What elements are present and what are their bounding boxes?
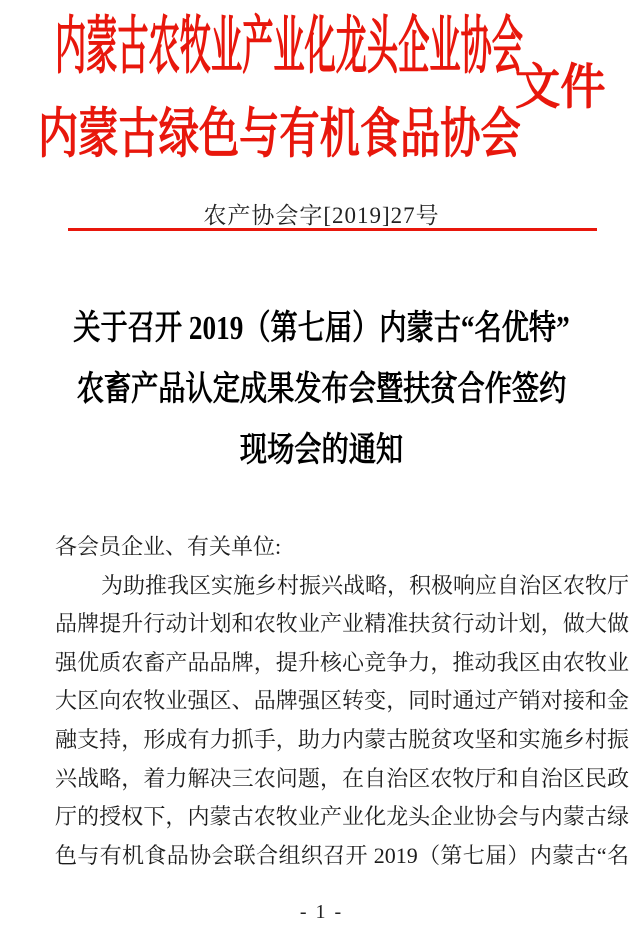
title-line-2: 农畜产品认定成果发布会暨扶贫合作签约 (76, 371, 567, 408)
title-line-1: 关于召开 2019（第七届）内蒙古“名优特” (73, 310, 570, 347)
file-label: 文件 (515, 61, 606, 115)
red-separator-line (68, 228, 597, 231)
salutation-line: 各会员企业、有关单位: (55, 534, 282, 559)
body-line: 大区向农牧业强区、品牌强区转变，同时通过产销对接和金 (55, 688, 629, 714)
body-line: 强优质农畜产品品牌，提升核心竞争力，推动我区由农牧业 (55, 649, 629, 675)
body-line: 为助推我区实施乡村振兴战略，积极响应自治区农牧厅 (101, 572, 630, 598)
body-line: 厅的授权下，内蒙古农牧业产业化龙头企业协会与内蒙古绿 (55, 804, 629, 830)
body-line: 品牌提升行动计划和农牧业产业精准扶贫行动计划，做大做 (55, 611, 629, 637)
org-name-line-2: 内蒙古绿色与有机食品协会 (38, 104, 521, 164)
title-line-3: 现场会的通知 (239, 432, 404, 469)
document-body (55, 528, 629, 875)
body-line: 融支持，形成有力抓手，助力内蒙古脱贫攻坚和实施乡村振 (55, 726, 629, 752)
body-line: 兴战略，着力解决三农问题，在自治区农牧厅和自治区民政 (55, 765, 629, 791)
body-line: 色与有机食品协会联合组织召开 2019（第七届）内蒙古“名 (55, 842, 629, 868)
document-number: 农产协会字[2019]27号 (203, 203, 440, 228)
org-name-line-1: 内蒙古农牧业产业化龙头企业协会 (55, 11, 523, 82)
document-title (0, 298, 643, 481)
page-number: - 1 - (299, 901, 344, 923)
